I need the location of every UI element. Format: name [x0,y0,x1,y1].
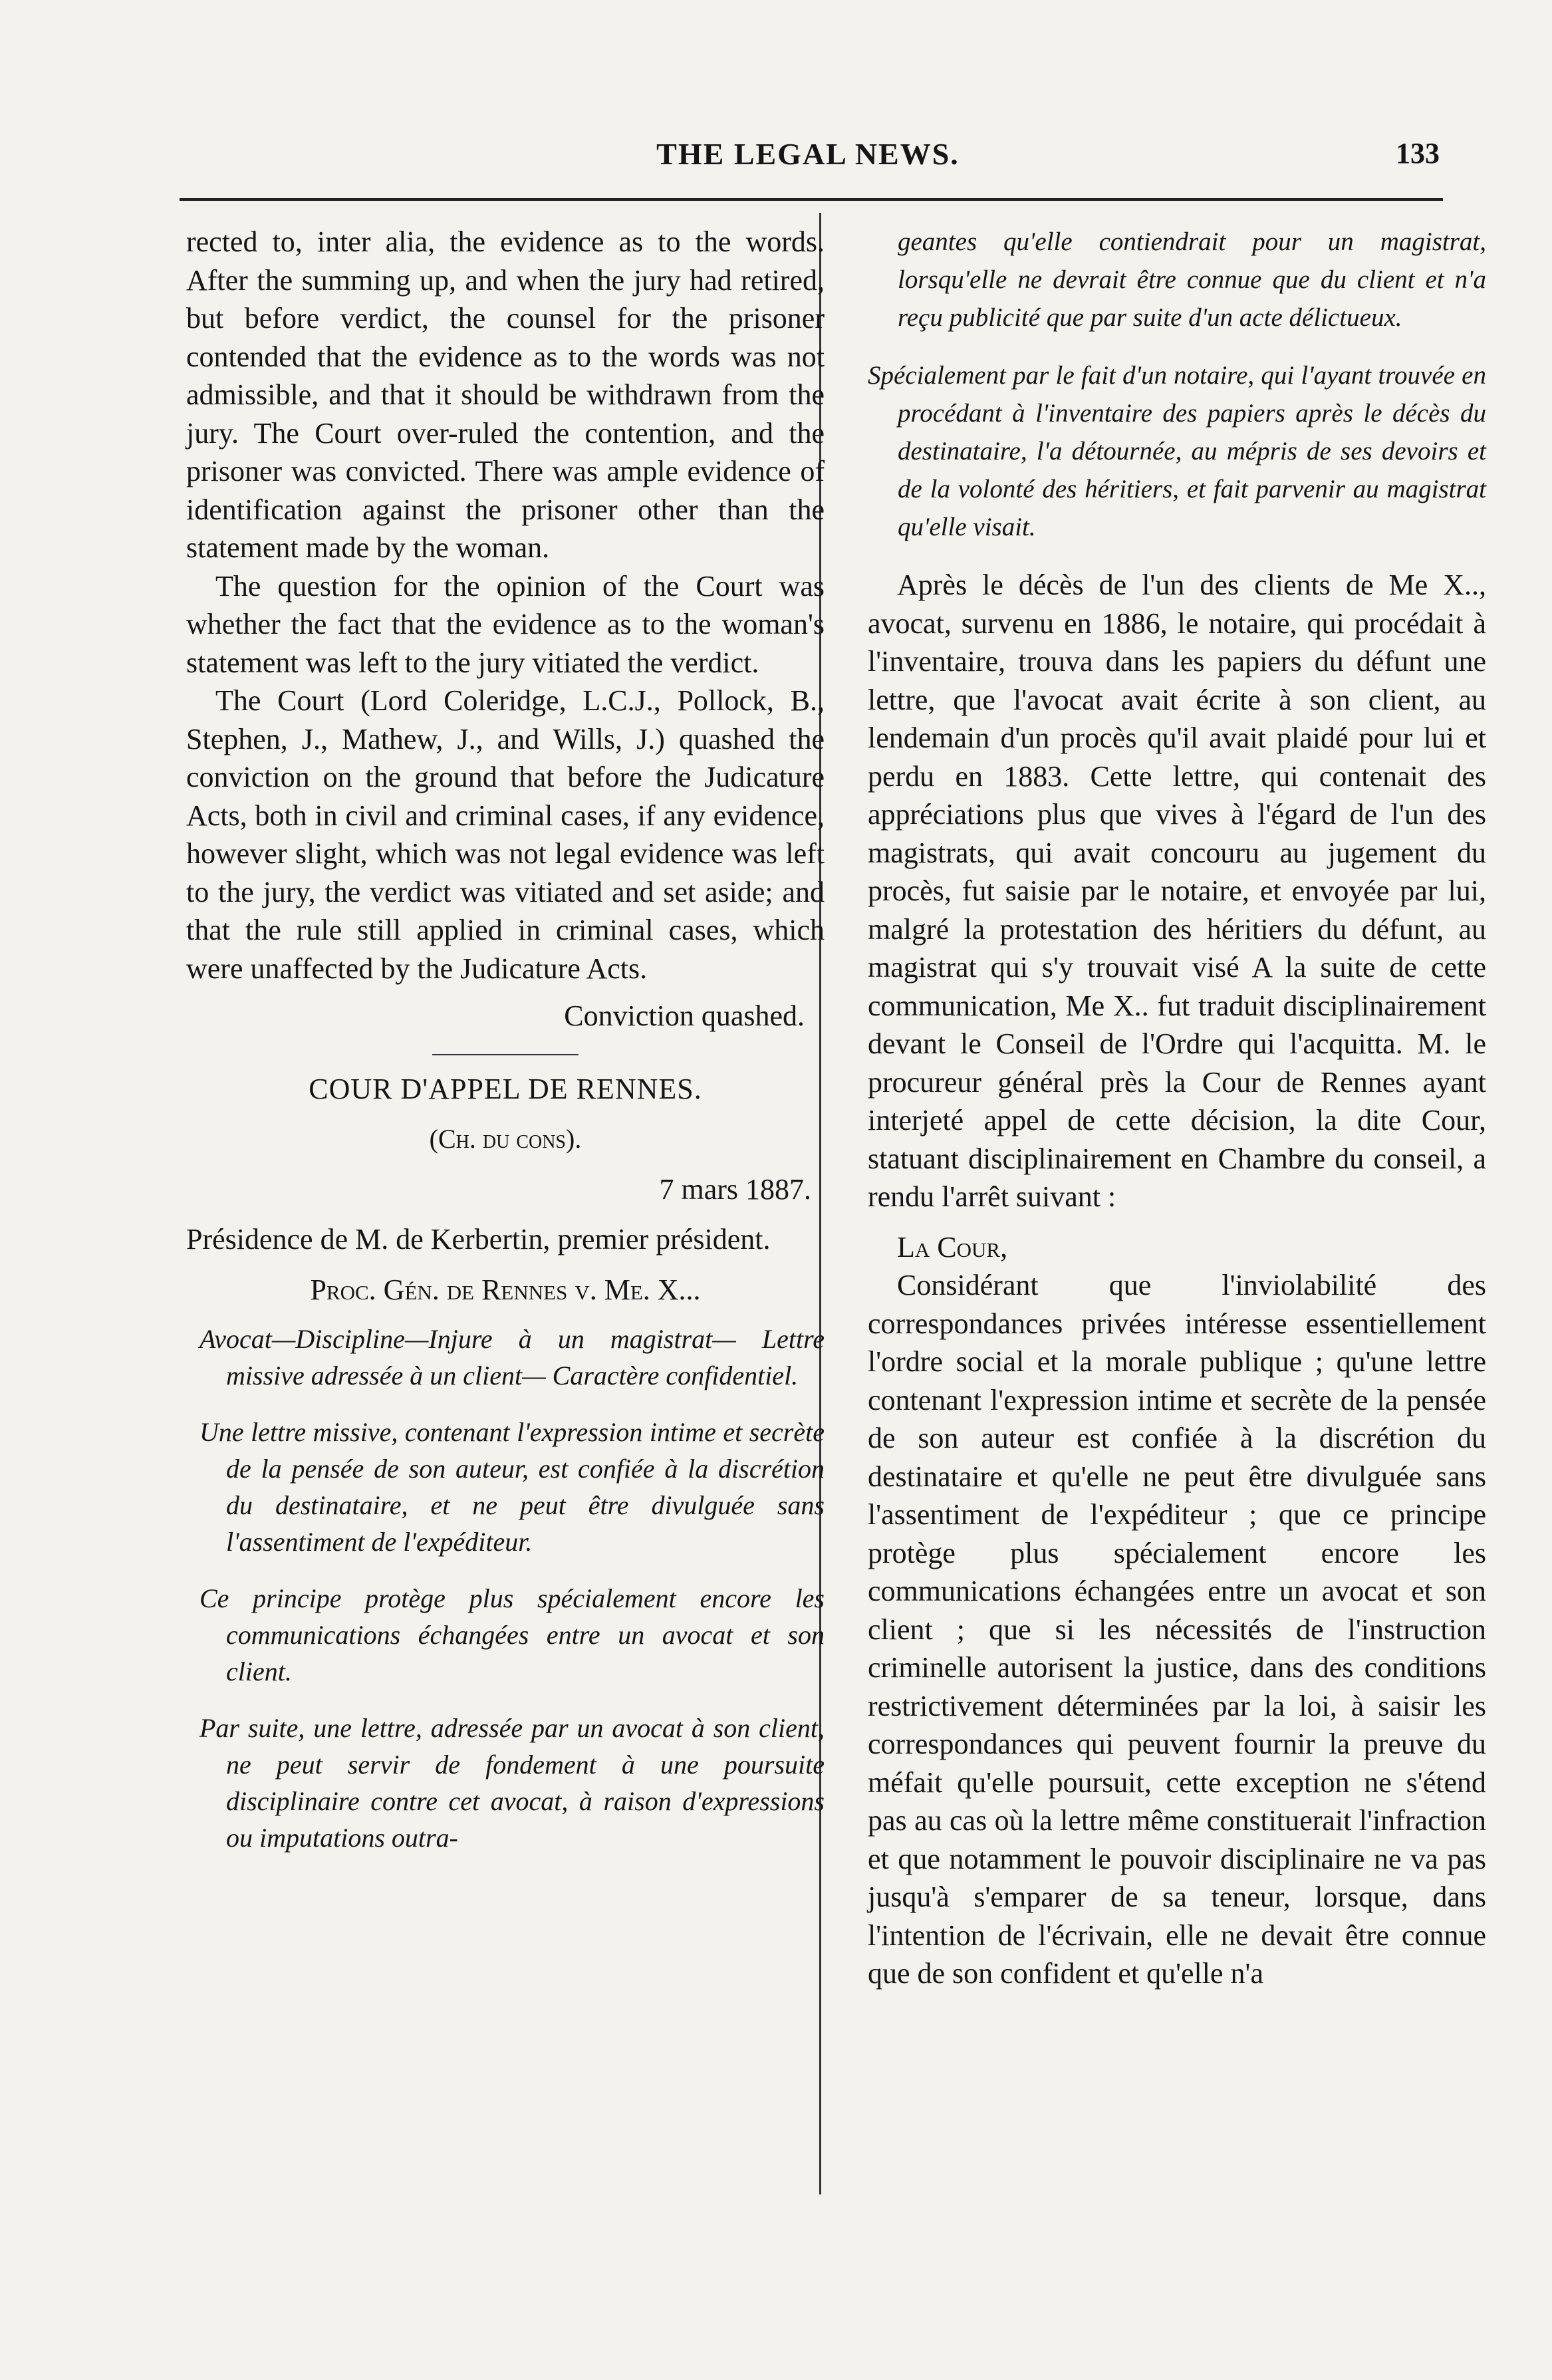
summary-paragraph: Spécialement par le fait d'un notaire, qui l'ayant trouvée en procédant à l'inventaire des papiers après le décès du destinataire, l'a détournée, au mépris de ses devoirs et de la volonté des héritiers, et fait parvenir au magistrat qu'elle visait. [868,361,1486,541]
page-header [176,136,1440,190]
right-column [868,223,1486,1993]
summary-paragraph: Par suite, une lettre, adressée par un avocat à son client, ne peut servir de fondement à une poursuite disciplinaire contre cet avocat, à raison d'expressions ou imputations outra- [199,1713,825,1853]
headnote-keywords: Avocat—Discipline—Injure à un magistrat— Lettre missive adressée à un client— Caractère confidentiel. [199,1324,825,1390]
header-rule [180,198,1443,201]
court-heading: La Cour, [897,1230,1008,1263]
paragraph: The Court (Lord Coleridge, L.C.J., Pollock, B., Stephen, J., Mathew, J., and Wills, J.) quashed the conviction on the ground that before the Judicature Acts, both in civil and criminal cases, if any evidence, however slight, which was not legal evidence was left to the jury, the verdict was vitiated and set aside; and that the rule still applied in criminal cases, which were unaffected by the Judicature Acts. [186,684,825,985]
paragraph: rected to, inter alia, the evidence as to the words. After the summing up, and when the jury had retired, but before verdict, the counsel for the prisoner contended that the evidence as to the words was not admissible, and that it should be withdrawn from the jury. The Court over-ruled the contention, and the prisoner was convicted. There was ample evidence of identification against the prisoner other than the statement made by the woman. [186,225,825,564]
judgment-date: 7 mars 1887. [659,1172,811,1206]
summary-paragraph: Une lettre missive, contenant l'expression intime et secrète de la pensée de son auteur, est confiée à la discrétion du destinataire, et ne peut être divulguée sans l'assentiment de l'expéditeur. [199,1417,825,1557]
chamber-label: (Ch. du cons). [429,1124,582,1154]
case-parties: Proc. Gén. de Rennes v. Me. X... [310,1273,701,1306]
court-title: COUR D'APPEL DE RENNES. [309,1072,702,1105]
case-conclusion: Conviction quashed. [564,999,805,1032]
page-number: 133 [1396,137,1440,170]
presiding-judge: Présidence de M. de Kerbertin, premier président. [186,1223,771,1256]
paragraph: The question for the opinion of the Court was whether the fact that the evidence as to the woman's statement was left to the jury vitiated the verdict. [186,569,825,679]
journal-title: THE LEGAL NEWS. [656,137,960,171]
summary-paragraph: Ce principe protège plus spécialement encore les communications échangées entre un avocat et son client. [199,1583,825,1686]
left-column [186,223,825,1856]
summary-continuation: geantes qu'elle contiendrait pour un magistrat, lorsqu'elle ne devrait être connue que du client et n'a reçu publicité que par suite d'un acte délictueux. [898,227,1486,332]
paragraph: Considérant que l'inviolabilité des correspondances privées intéresse essentiellement l'ordre social et la morale publique ; qu'une lettre contenant l'expression intime et secrète de la pensée de son auteur est confiée à la discrétion du destinataire et qu'elle ne peut être divulguée sans l'assentiment de l'expéditeur ; que ce principe protège plus spécialement encore les communications échangées entre un avocat et son client ; que si les nécessités de l'instruction criminelle autorisent la justice, dans des conditions restrictivement déterminées par la loi, à saisir les correspondances qui peuvent fournir la preuve du méfait qu'elle poursuit, cette exception ne s'étend pas au cas où la lettre même constituerait l'infraction et que notamment le pouvoir disciplinaire ne va pas jusqu'à s'emparer de sa teneur, lorsque, dans l'intention de l'écrivain, elle ne devait être connue que de son confident et qu'elle n'a [868,1269,1486,1990]
section-divider [432,1054,579,1055]
paragraph: Après le décès de l'un des clients de Me X.., avocat, survenu en 1886, le notaire, qui procédait à l'inventaire, trouva dans les papiers du défunt une lettre, que l'avocat avait écrite à son client, au lendemain d'un procès qu'il avait plaidé pour lui et perdu en 1883. Cette lettre, qui contenait des appréciations plus que vives à l'égard de l'un des magistrats, qui avait concouru au jugement du procès, fut saisie par le notaire, et envoyée par lui, malgré la protestation des héritiers du défunt, au magistrat qui s'y trouvait visé A la suite de cette communication, Me X.. fut traduit disciplinairement devant le Conseil de l'Ordre qui l'acquitta. M. le procureur général près la Cour de Rennes ayant interjeté appel de cette décision, la dite Cour, statuant disciplinairement en Chambre du conseil, a rendu l'arrêt suivant : [868,569,1486,1213]
